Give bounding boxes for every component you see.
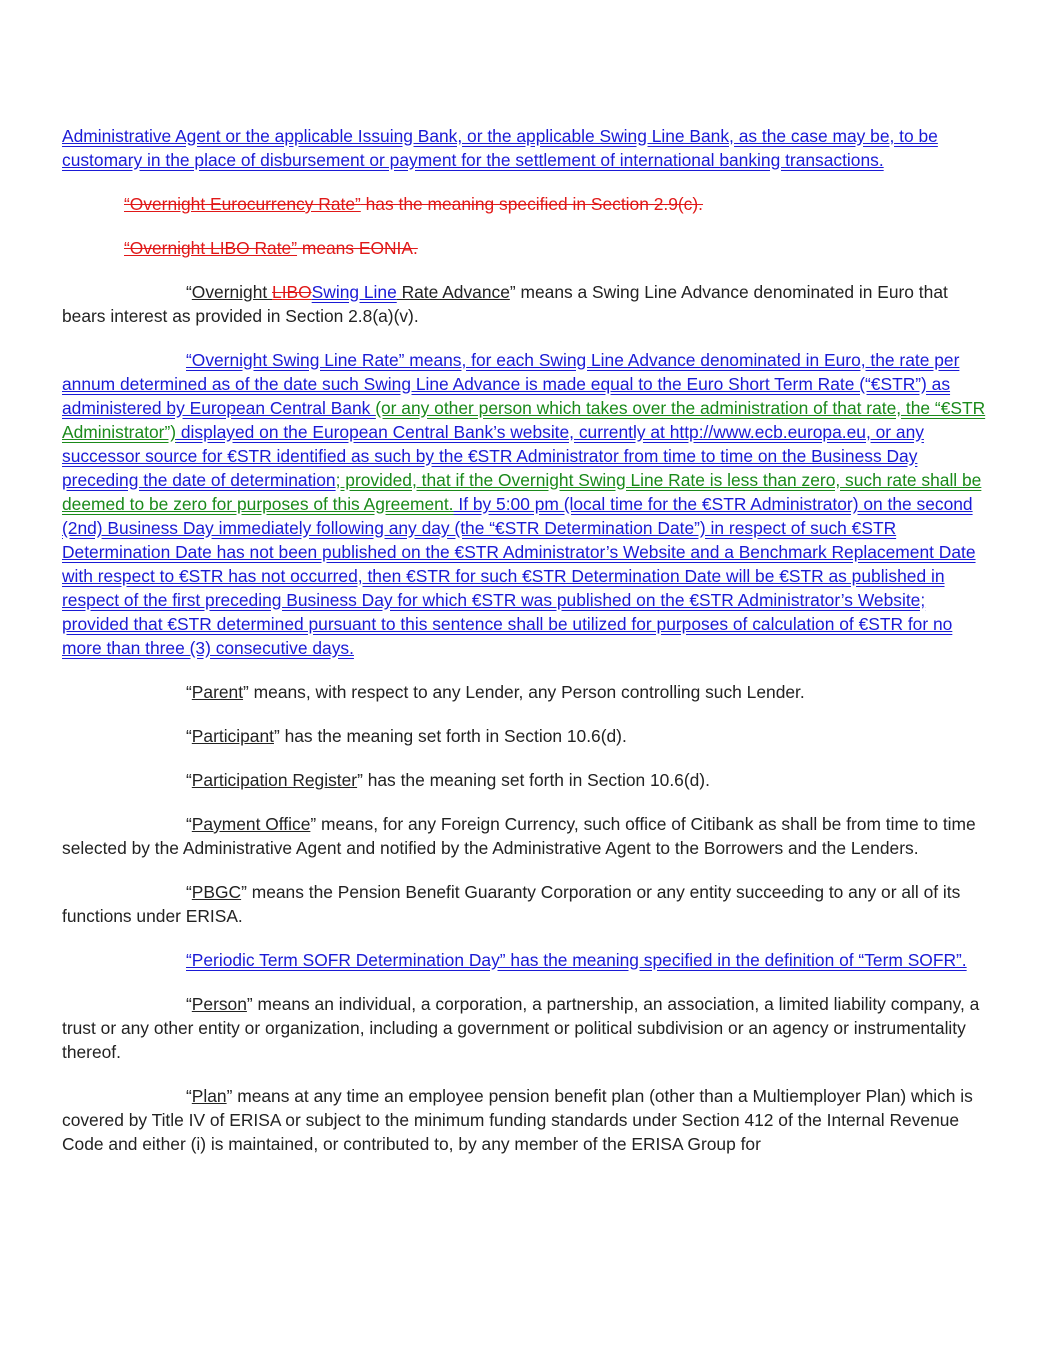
defined-term: Rate Advance	[396, 282, 510, 302]
deleted-text: means EONIA.	[297, 238, 418, 258]
open-quote: “	[186, 1086, 192, 1106]
inserted-text-green: (or any other person which takes over the administration of that rate, the “€STR Administrator”)	[62, 398, 986, 442]
definition-person	[62, 992, 994, 1064]
deleted-term: LIBO	[272, 282, 312, 302]
definition-overnight-rate-advance	[62, 280, 994, 328]
inserted-text: If by 5:00 pm (local time for the €STR Administrator) on the second (2nd) Business Day immediately following any day (the “€STR Determination Date”) in respect of such €STR Determination Date has not been published on the €STR Administrator’s Website and a Benchmark Replacement Date with respect to €STR has not occurred, then €STR for such €STR Determination Date will be €STR as published in respect of the first preceding Business Day for which €STR was published on the €STR Administrator’s Website; provided that €STR determined pursuant to this sentence shall be utilized for purposes of calculation of €STR for no more than three (3) consecutive days.	[62, 494, 976, 658]
definition-plan	[62, 1084, 994, 1156]
defined-term: Person	[191, 994, 247, 1014]
definition-text: ” means the Pension Benefit Guaranty Corporation or any entity succeeding to any or all of its functions under ERISA.	[62, 882, 961, 926]
definition-text: ” means, for any Foreign Currency, such office of Citibank as shall be from time to time selected by the Administrative Agent and notified by the Administrative Agent to the Borrowers and the Lenders.	[62, 814, 976, 858]
inserted-text: displayed on the European Central Bank’s website, currently at http://www.ecb.europa.eu, or any successor source for €STR identified as such by the €STR Administrator from time to time on the Business Day preceding the date of determination	[62, 422, 924, 490]
definition-participation-register	[62, 768, 994, 792]
open-quote: “	[186, 994, 192, 1014]
definition-text: ” has the meaning set forth in Section 10.6(d).	[357, 770, 710, 790]
open-quote: “	[186, 770, 192, 790]
document-page	[62, 124, 994, 1176]
definition-text: ” means, with respect to any Lender, any Person controlling such Lender.	[243, 682, 805, 702]
definition-payment-office	[62, 812, 994, 860]
inserted-text-green: ; provided, that if the Overnight Swing Line Rate is less than zero, such rate shall be deemed to be zero for purposes of this Agreement.	[62, 470, 982, 514]
open-quote: “	[186, 882, 192, 902]
definition-text: ” means an individual, a corporation, a partnership, an association, a limited liability company, a trust or any other entity or organization, including a government or political subdivision or an agency or instrumentality thereof.	[62, 994, 980, 1062]
inserted-text: “Overnight Swing Line Rate” means, for each Swing Line Advance denominated in Euro, the rate per annum determined as of the date such Swing Line Advance is made equal to the Euro Short Term Rate (“€STR”) as administered by European Central Bank	[62, 350, 960, 418]
definition-participant	[62, 724, 994, 748]
definition-overnight-swing-line-rate	[62, 348, 994, 660]
inserted-text: “Periodic Term SOFR Determination Day” has the meaning specified in the definition of “Term SOFR”.	[186, 950, 967, 970]
deleted-term: “Overnight LIBO Rate”	[124, 238, 298, 258]
definition-periodic-term-sofr	[62, 948, 994, 972]
definition-parent	[62, 680, 994, 704]
definition-overnight-eurocurrency-rate	[62, 192, 994, 216]
inserted-term: Swing Line	[311, 282, 397, 302]
inserted-text: Administrative Agent or the applicable Issuing Bank, or the applicable Swing Line Bank, as the case may be, to be customary in the place of disbursement or payment for the settlement of international banking transactions.	[62, 126, 938, 170]
open-quote: “	[186, 726, 192, 746]
paragraph-continuation	[62, 124, 994, 172]
defined-term: Participant	[191, 726, 274, 746]
defined-term: Payment Office	[191, 814, 311, 834]
definition-text: ” means a Swing Line Advance denominated in Euro that bears interest as provided in Section 2.8(a)(v).	[62, 282, 948, 326]
open-quote: “	[186, 282, 192, 302]
definition-text: ” means at any time an employee pension benefit plan (other than a Multiemployer Plan) which is covered by Title IV of ERISA or subject to the minimum funding standards under Section 412 of the Internal Revenue Code and either (i) is maintained, or contributed to, by any member of the ERISA Group for	[62, 1086, 973, 1154]
open-quote: “	[186, 814, 192, 834]
definition-overnight-libo-rate	[62, 236, 994, 260]
defined-term: PBGC	[191, 882, 242, 902]
definition-text: ” has the meaning set forth in Section 10.6(d).	[273, 726, 627, 746]
defined-term: Plan	[191, 1086, 227, 1106]
definition-pbgc	[62, 880, 994, 928]
defined-term: Parent	[191, 682, 244, 702]
defined-term: Participation Register	[191, 770, 358, 790]
defined-term: Overnight	[191, 282, 273, 302]
deleted-term: “Overnight Eurocurrency Rate”	[124, 194, 361, 214]
deleted-text: has the meaning specified in Section 2.9(c).	[360, 194, 704, 214]
open-quote: “	[186, 682, 192, 702]
